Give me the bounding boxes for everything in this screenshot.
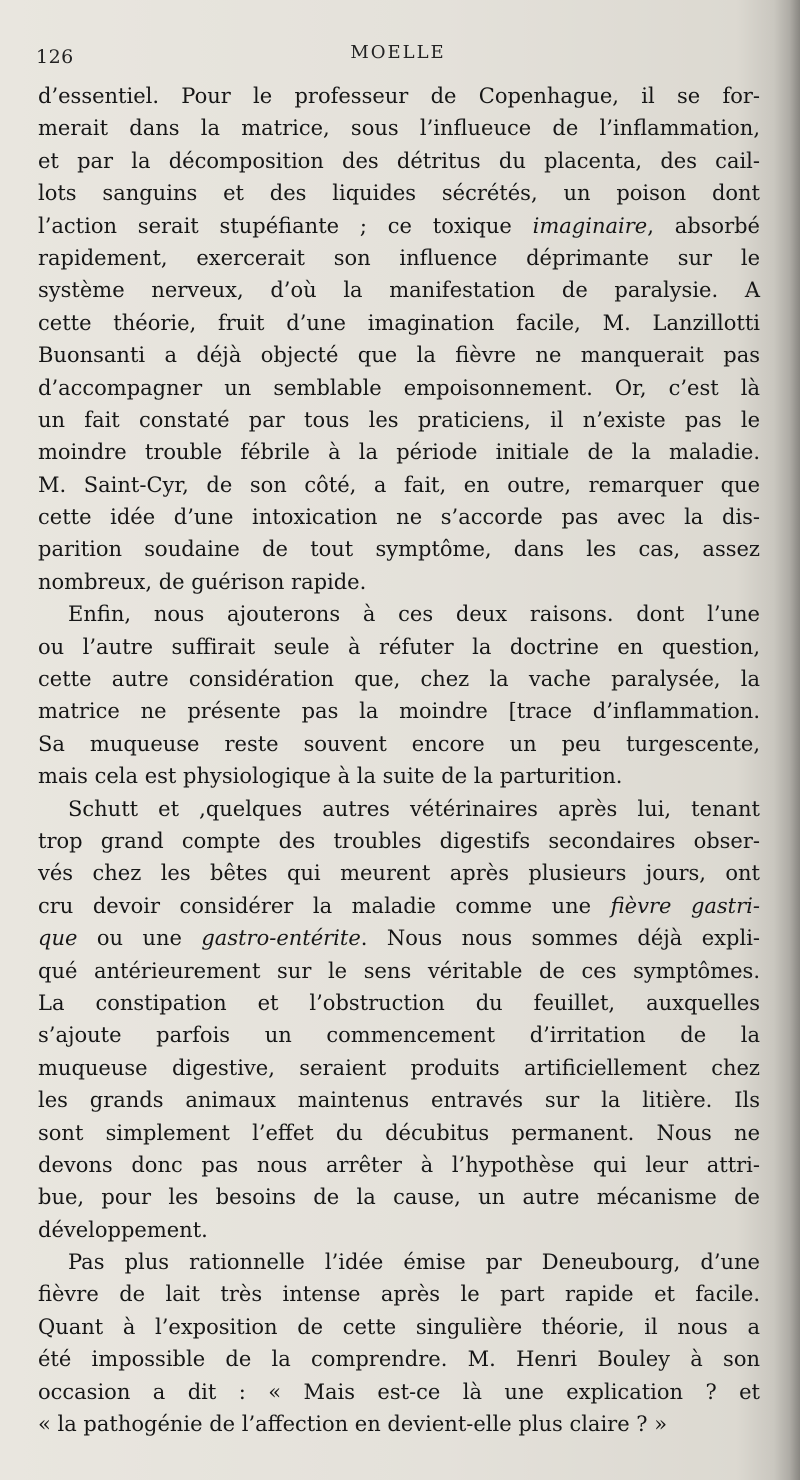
text-line <box>38 1278 760 1310</box>
italic-text: fièvre gastri- <box>610 893 760 918</box>
text-run: mais cela est physiologique à la suite de la parturition. <box>38 764 623 789</box>
text-line <box>38 1343 760 1375</box>
text-line <box>38 533 760 565</box>
text-run: trop grand compte des troubles digestifs secondaires obser- <box>38 828 760 853</box>
text-run: « la pathogénie de l’affection en devient-elle plus claire ? » <box>38 1412 668 1437</box>
text-run: , absorbé <box>647 213 760 238</box>
text-line <box>38 372 760 404</box>
text-line <box>38 210 760 242</box>
text-run: rapidement, exercerait son influence déprimante sur le <box>38 245 760 270</box>
text-line <box>38 1376 760 1408</box>
text-line <box>38 404 760 436</box>
text-line <box>38 987 760 1019</box>
page-number: 126 <box>36 46 74 68</box>
text-line <box>38 501 760 533</box>
text-line <box>38 728 760 760</box>
text-run: développement. <box>38 1217 208 1242</box>
text-run: nombreux, de guérison rapide. <box>38 569 367 594</box>
text-run: cette autre considération que, chez la vache paralysée, la <box>38 667 760 692</box>
text-line <box>38 922 760 954</box>
text-run: parition soudaine de tout symptôme, dans les cas, assez <box>38 537 760 562</box>
text-line <box>38 955 760 987</box>
text-run: M. Saint-Cyr, de son côté, a fait, en outre, remarquer que <box>38 472 760 497</box>
text-run: et par la décomposition des détritus du placenta, des cail- <box>38 148 760 173</box>
text-run: moindre trouble fébrile à la période initiale de la maladie. <box>38 440 760 465</box>
text-run: d’essentiel. Pour le professeur de Copenhague, il se for- <box>38 84 760 108</box>
text-run: été impossible de la comprendre. M. Henri Bouley à son <box>38 1347 760 1372</box>
text-run: ou l’autre suffirait seule à réfuter la doctrine en question, <box>38 634 760 659</box>
text-line <box>38 857 760 889</box>
text-run: matrice ne présente pas la moindre [trace d’inflammation. <box>38 699 760 724</box>
text-run: l’action serait stupéfiante ; ce toxique <box>38 213 533 238</box>
text-run: occasion a dit : « Mais est-ce là une explication ? et <box>38 1379 760 1404</box>
text-line <box>38 112 760 144</box>
text-line <box>38 631 760 663</box>
text-run: Enfin, nous ajouterons à ces deux raisons. dont l’une <box>68 602 760 627</box>
text-run: qué antérieurement sur le sens véritable de ces symptômes. <box>38 958 760 983</box>
text-run: Quant à l’exposition de cette singulière théorie, il nous a <box>38 1314 760 1339</box>
text-line <box>38 566 760 598</box>
text-run: fièvre de lait très intense après le part rapide et facile. <box>38 1282 760 1307</box>
text-line <box>38 1408 760 1440</box>
text-run: Buonsanti a déjà objecté que la fièvre ne manquerait pas <box>38 343 760 368</box>
text-line <box>38 307 760 339</box>
text-line <box>38 793 760 825</box>
text-line <box>38 436 760 468</box>
text-run: Pas plus rationnelle l’idée émise par Deneubourg, d’une <box>68 1250 760 1275</box>
text-line <box>38 890 760 922</box>
text-line <box>38 339 760 371</box>
text-line <box>38 1084 760 1116</box>
body-text <box>38 80 760 1440</box>
text-line <box>38 598 760 630</box>
text-line <box>38 1117 760 1149</box>
italic-text: que <box>38 926 78 951</box>
text-line <box>38 695 760 727</box>
text-line <box>38 1214 760 1246</box>
text-line <box>38 1052 760 1084</box>
page-binding-shadow <box>774 0 800 1480</box>
text-run: . Nous nous sommes déjà expli- <box>360 926 761 951</box>
text-run: muqueuse digestive, seraient produits artificiellement chez <box>38 1055 760 1080</box>
text-run: les grands animaux maintenus entravés sur la litière. Ils <box>38 1088 760 1113</box>
text-run: cette théorie, fruit d’une imagination facile, M. Lanzillotti <box>38 310 760 335</box>
text-run: sont simplement l’effet du décubitus permanent. Nous ne <box>38 1120 760 1145</box>
text-line <box>38 274 760 306</box>
text-line <box>38 469 760 501</box>
paragraph <box>38 1246 760 1440</box>
text-line <box>38 1019 760 1051</box>
text-line <box>38 1311 760 1343</box>
text-run: cette idée d’une intoxication ne s’accorde pas avec la dis- <box>38 505 760 530</box>
text-line <box>38 242 760 274</box>
text-run: vés chez les bêtes qui meurent après plusieurs jours, ont <box>38 861 760 886</box>
text-line <box>38 145 760 177</box>
text-run: bue, pour les besoins de la cause, un autre mécanisme de <box>38 1185 760 1210</box>
text-run: un fait constaté par tous les praticiens, il n’existe pas le <box>38 407 760 432</box>
text-run: devons donc pas nous arrêter à l’hypothèse qui leur attri- <box>38 1152 760 1177</box>
italic-text: gastro-entérite <box>201 926 361 951</box>
text-run: ou une <box>77 926 202 951</box>
text-run: merait dans la matrice, sous l’influeuce de l’inflammation, <box>38 116 760 141</box>
text-run: Sa muqueuse reste souvent encore un peu turgescente, <box>38 731 760 756</box>
page-header <box>36 38 760 68</box>
text-line <box>38 760 760 792</box>
text-line <box>38 1246 760 1278</box>
text-run: système nerveux, d’où la manifestation de paralysie. A <box>38 278 760 303</box>
text-line <box>38 1181 760 1213</box>
text-line <box>38 80 760 112</box>
text-line <box>38 663 760 695</box>
text-run: La constipation et l’obstruction du feuillet, auxquelles <box>38 990 760 1015</box>
text-run: s’ajoute parfois un commencement d’irritation de la <box>38 1023 760 1048</box>
paragraph <box>38 80 760 598</box>
text-line <box>38 177 760 209</box>
text-line <box>38 825 760 857</box>
text-run: cru devoir considérer la maladie comme une <box>38 893 611 918</box>
text-run: lots sanguins et des liquides sécrétés, un poison dont <box>38 181 760 206</box>
text-run: Schutt et ,quelques autres vétérinaires après lui, tenant <box>68 796 760 821</box>
text-run: d’accompagner un semblable empoisonnement. Or, c’est là <box>38 375 760 400</box>
running-head: MOELLE <box>350 42 446 63</box>
text-line <box>38 1149 760 1181</box>
paragraph <box>38 598 760 792</box>
paragraph <box>38 793 760 1246</box>
italic-text: imaginaire <box>532 213 648 238</box>
